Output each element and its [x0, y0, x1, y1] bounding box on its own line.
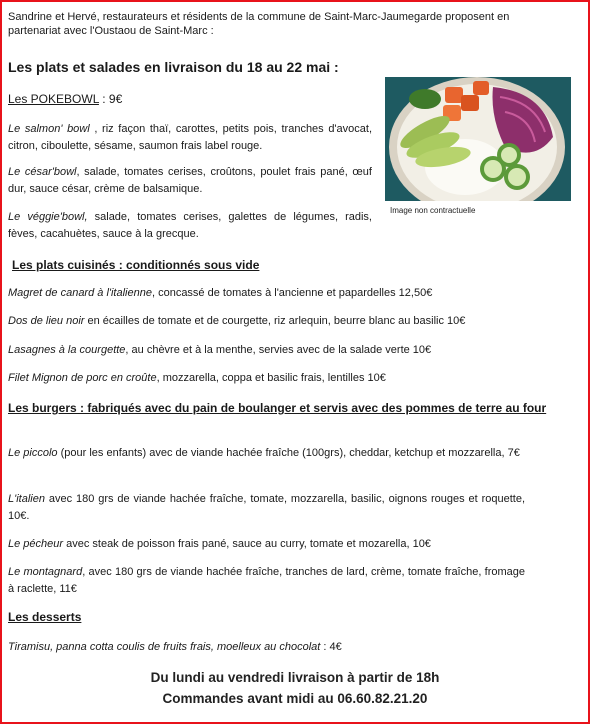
item-desc: (pour les enfants) avec de viande hachée fraîche (100grs), cheddar, ketchup et mozzarella, 7€ — [57, 447, 520, 459]
plats-item-lasagnes — [8, 342, 580, 359]
item-name: Lasagnes à la courgette — [8, 344, 126, 356]
item-desc: , au chèvre et à la menthe, servies avec de la salade verte 10€ — [125, 344, 432, 356]
item-name: Le pécheur — [8, 538, 64, 550]
footer-delivery-hours: Du lundi au vendredi livraison à partir de 18h — [150, 670, 440, 685]
item-name: Le piccolo — [8, 447, 58, 459]
item-desc: , avec 180 grs de viande hachée fraîche, tranches de lard, crème, tomate fraîche, fromage à raclette, 11€ — [8, 566, 525, 595]
item-desc: , mozzarella, coppa et basilic frais, lentilles 10€ — [156, 372, 386, 384]
pokebowl-photo — [385, 77, 571, 201]
desserts-text-line — [8, 639, 568, 656]
main-title: Les plats et salades en livraison du 18 au 22 mai : — [8, 59, 339, 75]
plats-item-filet — [8, 370, 580, 387]
item-desc: avec 180 grs de viande hachée fraîche, tomate, mozzarella, basilic, oignons rouges et roquette, 10€. — [8, 493, 525, 522]
plats-item-lieu — [8, 313, 580, 330]
pokebowl-heading-line — [8, 92, 122, 106]
item-desc: salade, tomates cerises, galettes de légumes, radis, fèves, cacahuètes, sauce à la grecque. — [8, 211, 372, 240]
item-name: Filet Mignon de porc en croûte — [8, 372, 157, 384]
item-name: Le montagnard — [8, 566, 83, 578]
item-name: Magret de canard à l'italienne — [8, 287, 152, 299]
pokebowl-heading: Les POKEBOWL — [8, 92, 99, 106]
item-desc: avec steak de poisson frais pané, sauce au curry, tomate et mozarella, 10€ — [63, 538, 431, 550]
plats-heading: Les plats cuisinés : conditionnés sous vide — [12, 258, 260, 272]
burgers-heading: Les burgers : fabriqués avec du pain de boulanger et servis avec des pommes de terre au four — [8, 401, 547, 415]
pokebowl-item-salmon — [8, 121, 372, 155]
item-desc: en écailles de tomate et de courgette, riz arlequin, beurre blanc au basilic 10€ — [84, 315, 466, 327]
item-name: Dos de lieu noir — [8, 315, 85, 327]
plats-item-magret — [8, 285, 580, 302]
item-name: Le salmon' bowl — [8, 123, 90, 135]
pokebowl-item-cesar — [8, 164, 372, 198]
footer-order-phone: Commandes avant midi au 06.60.82.21.20 — [162, 691, 428, 706]
item-name: Le césar'bowl — [8, 166, 77, 178]
item-desc: , riz façon thaï, carottes, petits pois, tranches d'avocat, citron, ciboulette, sésame, saumon frais label rouge. — [8, 123, 372, 152]
burgers-item-pecheur — [8, 536, 568, 553]
intro-text: Sandrine et Hervé, restaurateurs et résidents de la commune de Saint-Marc-Jaumegarde proposent en partenariat avec l'Oustaou de Saint-Marc : — [8, 11, 510, 37]
pokebowl-item-veggie — [8, 209, 372, 243]
item-name: L'italien — [8, 493, 45, 505]
burgers-item-piccolo — [8, 445, 525, 462]
burgers-item-italien — [8, 491, 525, 525]
image-caption: Image non contractuelle — [390, 206, 476, 215]
pokebowl-illustration — [385, 77, 571, 201]
item-desc: , concassé de tomates à l'ancienne et papardelles 12,50€ — [151, 287, 433, 299]
burgers-item-montagnard — [8, 564, 525, 598]
desserts-text: Tiramisu, panna cotta coulis de fruits frais, moelleux au chocolat — [8, 641, 321, 653]
desserts-price: : 4€ — [320, 641, 342, 653]
desserts-heading: Les desserts — [8, 610, 82, 624]
item-desc: , salade, tomates cerises, croûtons, poulet frais pané, œuf dur, sauce césar, crème de balsamique. — [8, 166, 372, 195]
pokebowl-price: : 9€ — [98, 92, 123, 106]
item-name: Le véggie'bowl, — [8, 211, 88, 223]
